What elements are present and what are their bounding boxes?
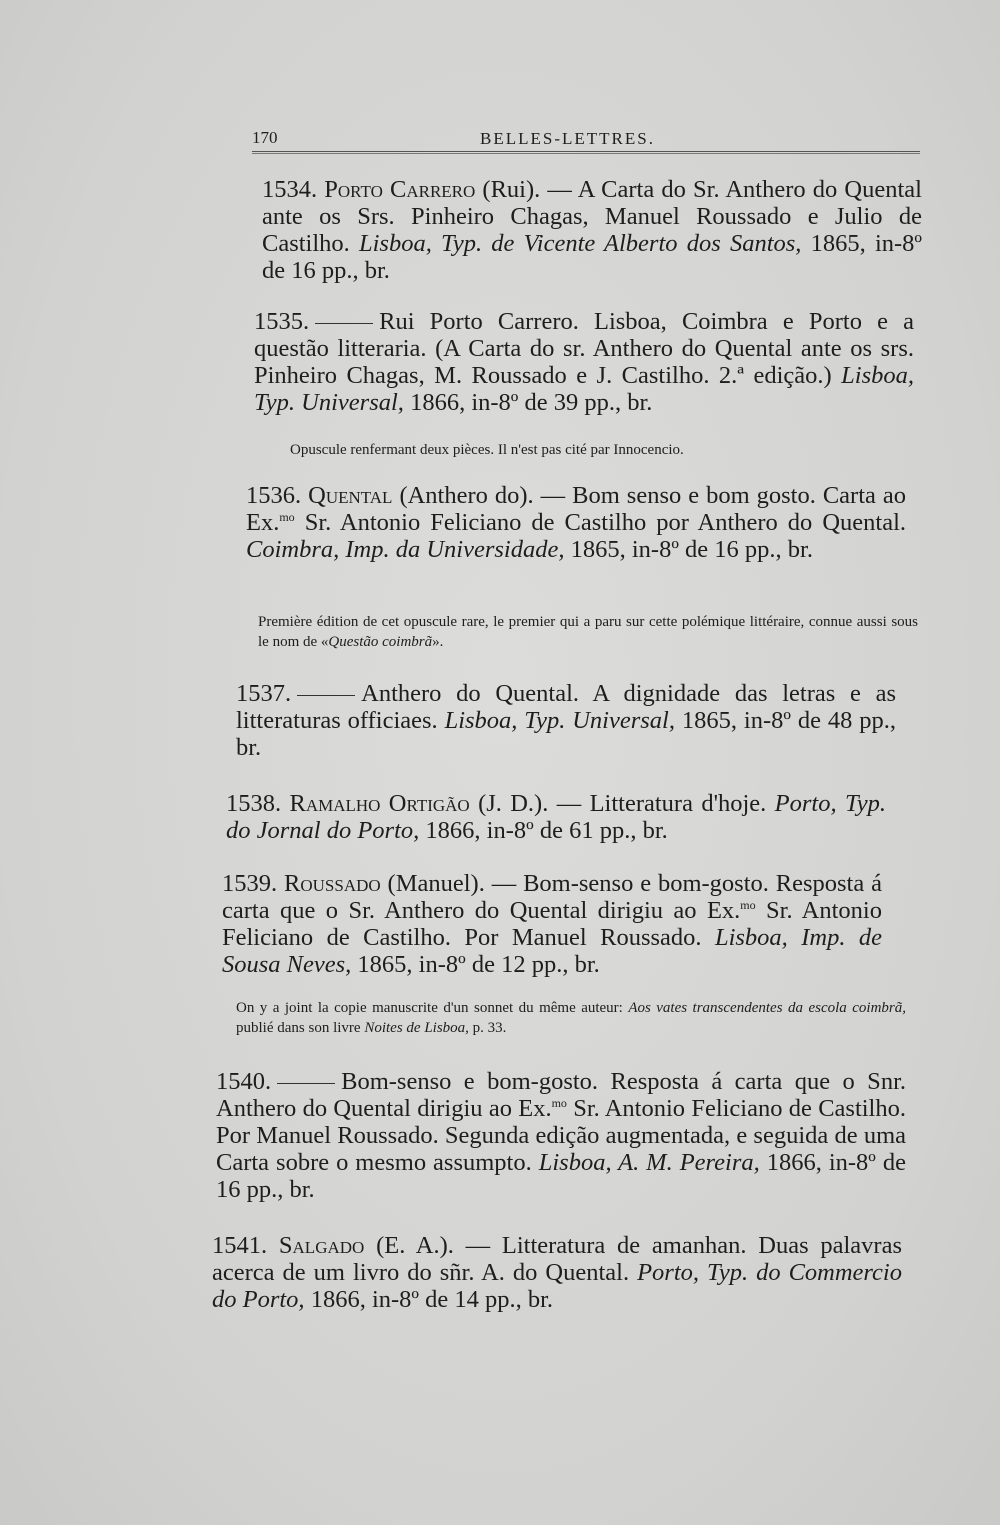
- entry-details: 1865, in-8º de 12 pp., br.: [351, 951, 600, 978]
- entry-title: Litteratura de amanhan. Duas palavras acerca de um livro do sñr. A. do Quental.: [212, 1232, 903, 1286]
- entry-number: 1540.: [216, 1068, 272, 1095]
- entry-details: 1865, in-8º de 16 pp., br.: [564, 536, 813, 563]
- entry-title: Anthero do Quental. A dignidade das letras e as litteraturas officiaes.: [236, 680, 896, 734]
- entry-1540: [216, 1068, 906, 1203]
- note-text: On y a joint la copie manuscrite d'un sonnet du même auteur:: [236, 1000, 629, 1016]
- ditto-dash: [315, 323, 373, 324]
- entry-details: 1866, in-8º de 61 pp., br.: [419, 817, 668, 844]
- note-text: Première édition de cet opuscule rare, le premier qui a paru sur cette polémique littéraire, connue aussi sous le nom de «: [258, 614, 918, 650]
- entry-1534: [262, 176, 922, 284]
- superscript: mo: [279, 509, 295, 524]
- entry-author: Roussado: [284, 870, 381, 897]
- entry-imprint: Lisboa, Imp. de Sousa Neves,: [222, 924, 883, 978]
- entry-1538: [226, 790, 886, 844]
- entry-imprint: Lisboa, Typ. Universal,: [254, 362, 914, 416]
- entry-number: 1541.: [212, 1232, 268, 1259]
- note-text-end: ».: [432, 634, 444, 650]
- entry-author-rest: (Manuel). —: [380, 870, 524, 897]
- entry-1539: [222, 870, 882, 978]
- entry-1535: [254, 308, 914, 416]
- ditto-dash: [297, 695, 355, 696]
- entry-author: Salgado: [278, 1232, 365, 1259]
- page-header: [252, 124, 920, 154]
- entry-imprint: Porto, Typ. do Jornal do Porto,: [226, 790, 887, 844]
- entry-title-cont: Sr. Antonio Feliciano de Castilho. Por Manuel Roussado. Segunda edição augmentada, e seguida de uma Carta sobre o mesmo assumpto.: [216, 1095, 906, 1176]
- entry-1541: [212, 1232, 902, 1313]
- entry-author: Quental: [308, 482, 393, 509]
- note-italic: Aos vates transcendentes da escola coimbrã,: [628, 1000, 906, 1016]
- entry-details: 1866, in-8º de 14 pp., br.: [304, 1286, 554, 1313]
- entry-imprint: Porto, Typ. do Commercio do Porto,: [212, 1259, 902, 1313]
- superscript: mo: [740, 897, 756, 912]
- entry-imprint: Coimbra, Imp. da Universidade,: [246, 536, 565, 563]
- entry-imprint: Lisboa, A. M. Pereira,: [538, 1149, 760, 1176]
- entry-title: Bom senso e bom gosto. Carta ao Ex.: [246, 482, 906, 536]
- ditto-dash: [277, 1083, 335, 1084]
- entry-number: 1536.: [246, 482, 302, 509]
- entry-imprint: Lisboa, Typ. de Vicente Alberto dos Santos,: [359, 230, 802, 257]
- entry-note-1536: [258, 612, 918, 652]
- entry-author-rest: (Anthero do). —: [392, 482, 573, 509]
- entry-title-cont: Sr. Antonio Feliciano de Castilho. Por Manuel Roussado.: [222, 897, 882, 951]
- page-number: 170: [252, 128, 278, 147]
- entry-imprint: Lisboa, Typ. Universal,: [444, 707, 675, 734]
- entry-author: Porto Carrero: [324, 176, 476, 203]
- entry-author-rest: (J. D.). —: [469, 790, 590, 817]
- entry-number: 1534.: [262, 176, 318, 203]
- note-italic-2: Noites de Lisboa,: [364, 1020, 469, 1036]
- entry-title: Litteratura d'hoje.: [589, 790, 775, 817]
- running-title: BELLES-LETTRES.: [480, 129, 655, 148]
- header-rule: [252, 151, 920, 154]
- entry-number: 1537.: [236, 680, 292, 707]
- superscript: mo: [551, 1095, 567, 1110]
- entry-details: 1866, in-8º de 16 pp., br.: [216, 1149, 906, 1203]
- entry-1537: [236, 680, 896, 761]
- entry-note-1539: [236, 998, 906, 1038]
- entry-number: 1539.: [222, 870, 278, 897]
- entry-author-rest: (Rui). —: [475, 176, 578, 203]
- entry-author-rest: (E. A.). —: [364, 1232, 502, 1259]
- entry-details: 1866, in-8º de 39 pp., br.: [403, 389, 653, 416]
- entry-number: 1538.: [226, 790, 282, 817]
- note-text-end: p. 33.: [468, 1020, 507, 1036]
- entry-title: Bom-senso e bom-gosto. Resposta á carta que o Sr. Anthero do Quental dirigiu ao Ex.: [222, 870, 882, 924]
- entry-note-1535: Opuscule renfermant deux pièces. Il n'est pas cité par Innocencio.: [290, 442, 684, 458]
- entry-title-cont: Sr. Antonio Feliciano de Castilho por Anthero do Quental.: [294, 509, 906, 536]
- entry-details: 1865, in-8º de 48 pp., br.: [236, 707, 897, 761]
- note-text-mid: publié dans son livre: [236, 1020, 365, 1036]
- entry-1536: [246, 482, 906, 563]
- entry-number: 1535.: [254, 308, 310, 335]
- entry-details: 1865, in-8º de 16 pp., br.: [262, 230, 923, 284]
- note-italic: Questão coimbrã: [328, 634, 433, 650]
- entry-title: Bom-senso e bom-gosto. Resposta á carta que o Snr. Anthero do Quental dirigiu ao Ex.: [216, 1068, 906, 1122]
- entry-title: A Carta do Sr. Anthero do Quental ante os Srs. Pinheiro Chagas, Manuel Roussado e Julio de Castilho.: [262, 176, 922, 257]
- entry-title: Rui Porto Carrero. Lisboa, Coimbra e Porto e a questão litteraria. (A Carta do sr. Anthero do Quental ante os srs. Pinheiro Chagas, M. Roussado e J. Castilho. 2.ª edição.): [254, 308, 914, 389]
- entry-author: Ramalho Ortigão: [289, 790, 470, 817]
